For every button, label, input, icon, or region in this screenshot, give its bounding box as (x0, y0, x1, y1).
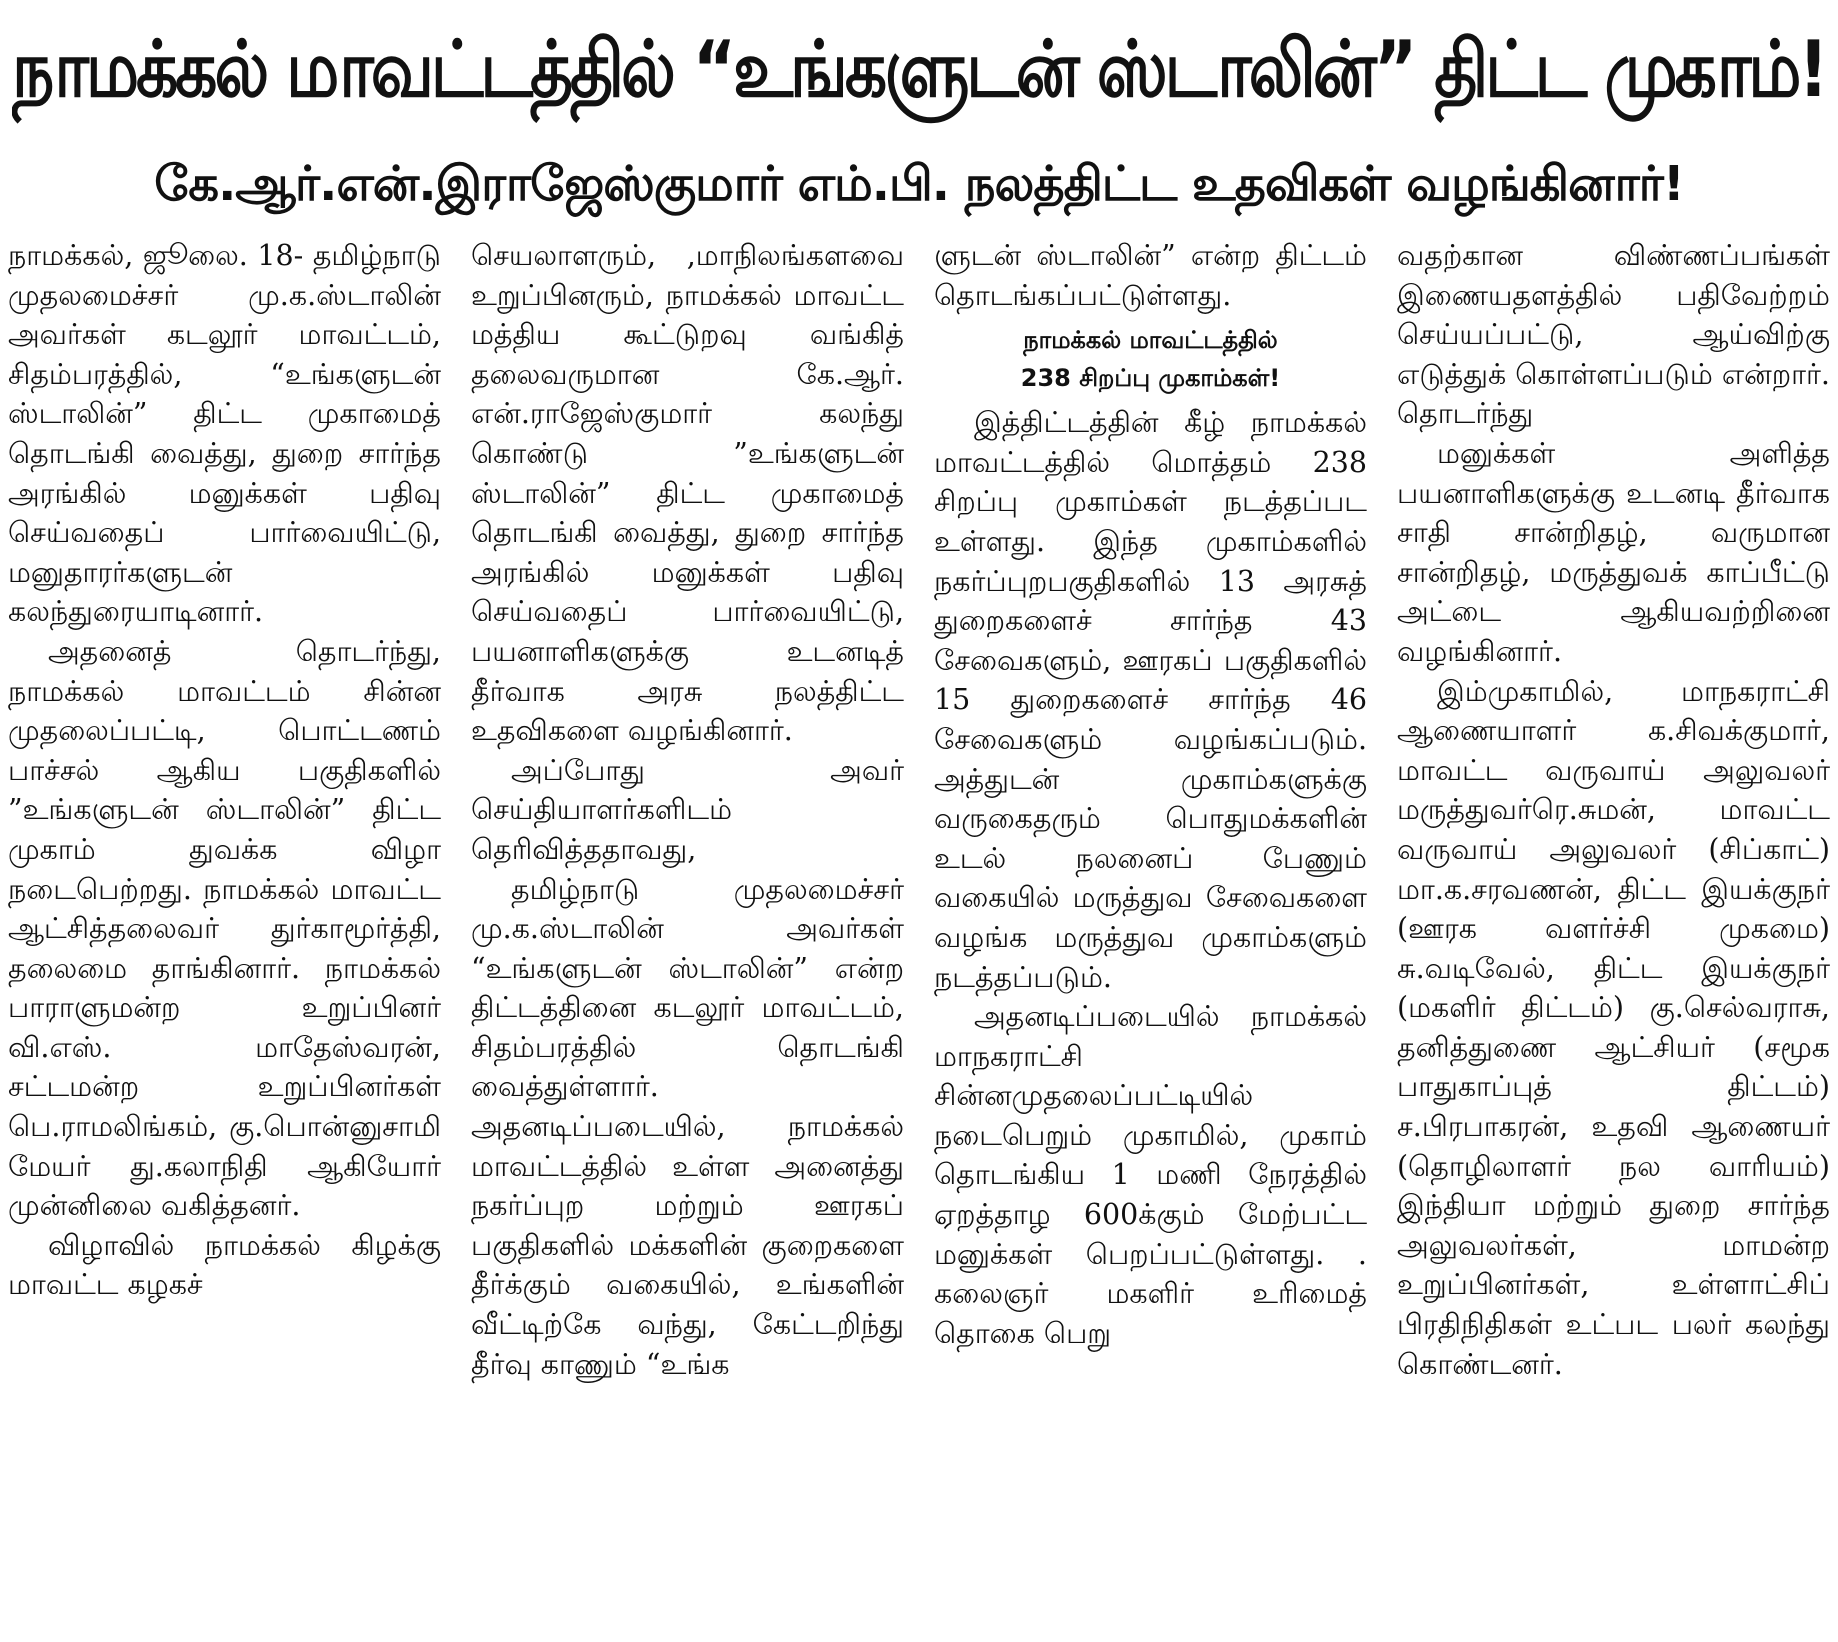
paragraph: விழாவில் நாமக்கல் கிழக்கு மாவட்ட கழகச் (8, 1228, 441, 1302)
paragraph: அதனைத் தொடர்ந்து, நாமக்கல் மாவட்டம் சின்ன முதலைப்பட்டி, பொட்டணம் பாச்சல் ஆகிய பகுதிகளில் ”உங்களுடன் ஸ்டாலின்” திட்ட முகாம் துவக்க விழா நடைபெற்றது. நாமக்கல் மாவட்ட ஆட்சித்தலைவர் துர்காமூர்த்தி, தலைமை தாங்கினார். நாமக்கல் பாராளுமன்ற உறுப்பினர் வி.எஸ். மாதேஸ்வரன், சட்டமன்ற உறுப்பினர்கள் பெ.ராமலிங்கம், கு.பொன்னுசாமி மேயர் து.கலாநிதி ஆகியோர் முன்னிலை வகித்தனர். (8, 634, 441, 1223)
column-4 (1397, 236, 1830, 1636)
paragraph: தமிழ்நாடு முதலமைச்சர் மு.க.ஸ்டாலின் அவர்கள் “உங்களுடன் ஸ்டாலின்” என்ற திட்டத்தினை கடலூர் மாவட்டம், சிதம்பரத்தில் தொடங்கி வைத்துள்ளார். அதனடிப்படையில், நாமக்கல் மாவட்டத்தில் உள்ள அனைத்து நகர்ப்புற மற்றும் ஊரகப் பகுதிகளில் மக்களின் குறைகளை தீர்க்கும் வகையில், உங்களின் வீட்டிற்கே வந்து, கேட்டறிந்து தீர்வு காணும் “உங்க (471, 872, 904, 1381)
paragraph: அப்போது அவர் செய்தியாளர்களிடம் தெரிவித்ததாவது, (471, 753, 904, 866)
section-subheading-line-2: 238 சிறப்பு முகாம்கள்! (1020, 364, 1281, 393)
section-subheading (934, 321, 1367, 397)
section-subheading-line-1: நாமக்கல் மாவட்டத்தில் (1023, 326, 1278, 355)
headline: நாமக்கல் மாவட்டத்தில் “உங்களுடன் ஸ்டாலின்” திட்ட முகாம்! (12, 24, 1826, 116)
column-2 (471, 236, 904, 1636)
column-3 (934, 236, 1367, 1636)
paragraph: இம்முகாமில், மாநகராட்சி ஆணையாளர் க.சிவக்குமார், மாவட்ட வருவாய் அலுவலர் மருத்துவர்ரெ.சுமன், மாவட்ட வருவாய் அலுவலர் (சிப்காட்) மா.க.சரவணன், திட்ட இயக்குநர் (ஊரக வளர்ச்சி முகமை) சு.வடிவேல், திட்ட இயக்குநர் (மகளிர் திட்டம்) கு.செல்வராசு, தனித்துணை ஆட்சியர் (சமூக பாதுகாப்புத் திட்டம்) ச.பிரபாகரன், உதவி ஆணையர் (தொழிலாளர் நல வாரியம்) இந்தியா மற்றும் துறை சார்ந்த அலுவலர்கள், மாமன்ற உறுப்பினர்கள், உள்ளாட்சிப் பிரதிநிதிகள் உட்பட பலர் கலந்து கொண்டனர். (1397, 674, 1830, 1381)
paragraph: ளுடன் ஸ்டாலின்” என்ற திட்டம் தொடங்கப்பட்டுள்ளது. (934, 239, 1367, 312)
paragraph: மனுக்கள் அளித்த பயனாளிகளுக்கு உடனடி தீர்வாக சாதி சான்றிதழ், வருமான சான்றிதழ், மருத்துவக் காப்பீட்டு அட்டை ஆகியவற்றினை வழங்கினார். (1397, 436, 1830, 668)
subheadline: கே.ஆர்.என்.இராஜேஸ்குமார் எம்.பி. நலத்திட்ட உதவிகள் வழங்கினார்! (154, 156, 1684, 212)
paragraph: வதற்கான விண்ணப்பங்கள் இணையதளத்தில் பதிவேற்றம் செய்யப்பட்டு, ஆய்விற்கு எடுத்துக் கொள்ளப்படும் என்றார். தொடர்ந்து (1397, 239, 1830, 431)
paragraph: நாமக்கல், ஜூலை. 18- தமிழ்நாடு முதலமைச்சர் மு.க.ஸ்டாலின் அவர்கள் கடலூர் மாவட்டம், சிதம்பரத்தில், “உங்களுடன் ஸ்டாலின்” திட்ட முகாமைத் தொடங்கி வைத்து, துறை சார்ந்த அரங்கில் மனுக்கள் பதிவு செய்வதைப் பார்வையிட்டு, மனுதாரர்களுடன் கலந்துரையாடினார். (8, 239, 441, 629)
paragraph: அதனடிப்படையில் நாமக்கல் மாநகராட்சி சின்னமுதலைப்பட்டியில் நடைபெறும் முகாமில், முகாம் தொடங்கிய 1 மணி நேரத்தில் ஏறத்தாழ 600க்கும் மேற்பட்ட மனுக்கள் பெறப்பட்டுள்ளது. . கலைஞர் மகளிர் உரிமைத் தொகை பெறு (934, 1000, 1367, 1350)
paragraph: இத்திட்டத்தின் கீழ் நாமக்கல் மாவட்டத்தில் மொத்தம் 238 சிறப்பு முகாம்கள் நடத்தப்பட உள்ளது. இந்த முகாம்களில் நகர்ப்புறபகுதிகளில் 13 அரசுத் துறைகளைச் சார்ந்த 43 சேவைகளும், ஊரகப் பகுதிகளில் 15 துறைகளைச் சார்ந்த 46 சேவைகளும் வழங்கப்படும். அத்துடன் முகாம்களுக்கு வருகைதரும் பொதுமக்களின் உடல் நலனைப் பேணும் வகையில் மருத்துவ சேவைகளை வழங்க மருத்துவ முகாம்களும் நடத்தப்படும். (934, 406, 1367, 994)
article-columns (8, 236, 1830, 1636)
column-1 (8, 236, 441, 1636)
paragraph: செயலாளரும், ,மாநிலங்களவை உறுப்பினரும், நாமக்கல் மாவட்ட மத்திய கூட்டுறவு வங்கித் தலைவருமான கே.ஆர். என்.ராஜேஸ்குமார் கலந்து கொண்டு ”உங்களுடன் ஸ்டாலின்” திட்ட முகாமைத் தொடங்கி வைத்து, துறை சார்ந்த அரங்கில் மனுக்கள் பதிவு செய்வதைப் பார்வையிட்டு, பயனாளிகளுக்கு உடனடித் தீர்வாக அரசு நலத்திட்ட உதவிகளை வழங்கினார். (471, 239, 904, 748)
